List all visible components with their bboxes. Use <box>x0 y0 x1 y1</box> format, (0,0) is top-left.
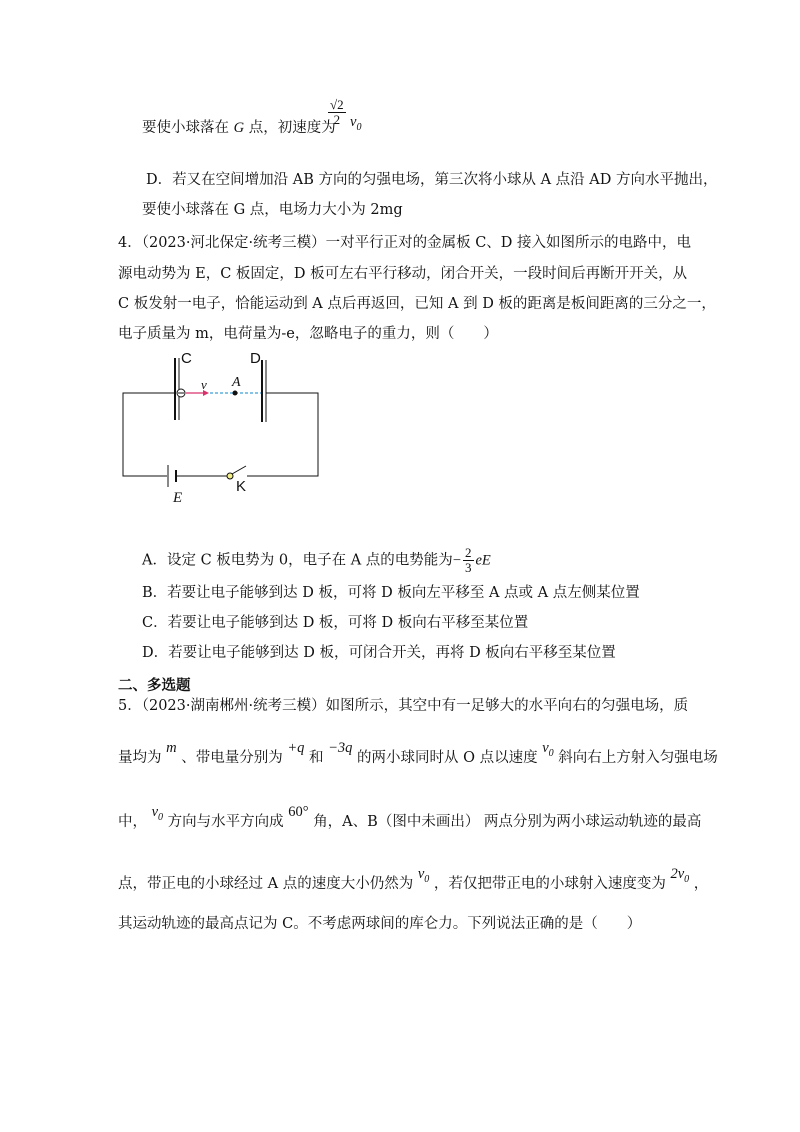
text: 、带电量分别为 <box>181 750 283 766</box>
v-symbol: 2v <box>670 866 685 882</box>
v-symbol: v <box>151 804 159 820</box>
charge-plus-q: +q <box>287 740 305 756</box>
q5-stem-line2 <box>118 740 718 774</box>
q3-sqrt2-over-2 <box>328 98 346 127</box>
label-d: D <box>250 350 261 367</box>
text: 和 <box>308 750 324 766</box>
text: 方向与水平方向成 <box>167 814 284 830</box>
capacitor-circuit-diagram <box>115 350 325 510</box>
q4-stem-line2: 源电动势为 E，C 板固定，D 板可左右平行移动，闭合开关，一段时间后再断开开关，从 <box>118 266 688 282</box>
q3-option-d-line2: 要使小球落在 G 点，电场力大小为 2mg <box>142 202 403 218</box>
fraction-2-3 <box>463 546 474 575</box>
label-v: v <box>201 377 207 392</box>
q5-stem-line4 <box>118 866 709 900</box>
mass-symbol: m <box>166 740 177 756</box>
v0-symbol <box>417 866 430 885</box>
text: eE <box>475 552 491 569</box>
q3-option-d-line1: D．若又在空间增加沿 AB 方向的匀强电场，第三次将小球从 A 点沿 AD 方向水平抛出， <box>146 172 718 188</box>
label-k: K <box>236 478 247 495</box>
q4-stem-line4: 电子质量为 m，电荷量为-e，忽略电子的重力，则（ ） <box>118 326 498 342</box>
point-a-dot <box>233 391 238 396</box>
q4-option-b: B．若要让电子能够到达 D 板，可将 D 板向左平移至 A 点或 A 点左侧某位置 <box>142 585 640 601</box>
q4-option-a <box>142 546 491 575</box>
switch-blade <box>232 466 246 474</box>
subscript: 0 <box>548 747 554 759</box>
charge-minus-3q: −3q <box>328 740 353 756</box>
q4-stem-line3: C 板发射一电子，恰能运动到 A 点后再返回，已知 A 到 D 板的距离是板间距离的三分之一， <box>118 296 716 312</box>
text: 角，A、B（图中未画出） 两点分别为两小球运动轨迹的最高 <box>313 814 702 830</box>
subscript: 0 <box>158 811 164 823</box>
v-symbol: v <box>417 866 425 882</box>
text: 量均为 <box>118 750 162 766</box>
fraction-numerator: 2 <box>465 545 472 560</box>
text: G <box>233 120 245 136</box>
text: ，若仅把带正电的小球射入速度变为 <box>433 876 666 892</box>
v-symbol: v <box>542 740 549 756</box>
subscript: 0 <box>424 873 430 885</box>
subscript: 0 <box>684 873 690 885</box>
2v0-symbol <box>670 866 690 885</box>
angle-60: 60° <box>288 804 309 820</box>
text: 点，初速度为 <box>248 120 336 136</box>
subscript: 0 <box>356 121 362 133</box>
q5-stem-line1: 5．（2023·湖南郴州·统考三模）如图所示，其空中有一足够大的水平向右的匀强电场，质 <box>118 698 689 714</box>
fraction-numerator: √2 <box>330 97 344 112</box>
text: A．设定 C 板电势为 0，电子在 A 点的电势能为 <box>142 552 453 569</box>
v0-symbol <box>542 740 554 759</box>
q5-stem-line5: 其运动轨迹的最高点记为 C。不考虑两球间的库仑力。下列说法正确的是（ ） <box>118 916 642 932</box>
q3-option-c-tail <box>142 118 336 138</box>
v-symbol: v <box>350 114 357 130</box>
q5-stem-line3 <box>118 804 702 838</box>
minus-sign: − <box>452 552 461 569</box>
wire-left <box>123 393 175 476</box>
label-c: C <box>181 350 192 367</box>
fraction-denominator: 2 <box>333 112 341 127</box>
text: 要使小球落在 <box>142 120 229 136</box>
fraction-denominator: 3 <box>465 560 472 575</box>
label-a: A <box>232 375 241 390</box>
section-title-multiple-choice: 二、多选题 <box>118 677 191 694</box>
v0-symbol <box>151 804 164 823</box>
text: 的两小球同时从 O 点以速度 <box>356 750 538 766</box>
text: 斜向右上方射入匀强电场 <box>558 750 718 766</box>
q3-v0 <box>350 112 361 138</box>
text: 点，带正电的小球经过 A 点的速度大小仍然为 <box>118 876 414 892</box>
q4-option-d: D．若要让电子能够到达 D 板，可闭合开关，再将 D 板向右平移至某位置 <box>142 645 616 661</box>
text: ， <box>693 876 709 892</box>
q4-stem-line1: 4．（2023·河北保定·统考三模）一对平行正对的金属板 C、D 接入如图所示的电路中，电 <box>118 235 692 251</box>
wire-right <box>247 393 318 476</box>
label-e: E <box>173 490 183 506</box>
text: 中， <box>118 814 147 830</box>
q4-option-c: C．若要让电子能够到达 D 板，可将 D 板向右平移至某位置 <box>142 615 529 631</box>
